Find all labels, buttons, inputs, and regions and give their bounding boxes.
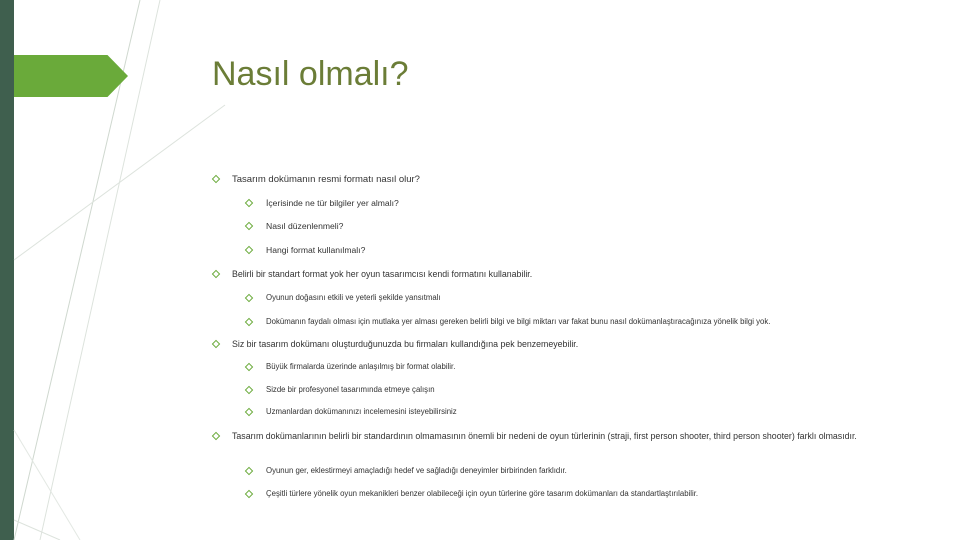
sub-bullet-item [246, 316, 770, 327]
diamond-bullet-icon [212, 432, 220, 440]
sub-bullet-text: Oyunun ger, eklestirmeyi amaçladığı hedef ve sağladığı deneyimler birbirinden farklıdır. [266, 466, 567, 475]
diamond-bullet-icon [245, 318, 253, 326]
sub-bullet-item [246, 406, 457, 417]
sub-bullet-item [246, 292, 441, 303]
bullet-text: Siz bir tasarım dokümanı oluşturduğunuzda bu firmaları kullandığına pek benzemeyebilir. [232, 339, 579, 349]
sub-bullet-item [246, 465, 567, 476]
bullet-item [213, 173, 420, 187]
diamond-bullet-icon [245, 386, 253, 394]
bullet-text: Tasarım dokümanlarının belirli bir standardının olmamasının önemli bir nedeni de oyun türlerinin (straji, first person shooter, third person shooter) farklı olmasıdır. [232, 431, 857, 441]
sub-bullet-text: Oyunun doğasını etkili ve yeterli şekilde yansıtmalı [266, 293, 441, 302]
bullet-text: Belirli bir standart format yok her oyun tasarımcısı kendi formatını kullanabilir. [232, 269, 533, 279]
sub-bullet-item [246, 488, 698, 499]
diamond-bullet-icon [212, 270, 220, 278]
bullet-item [213, 338, 578, 351]
sub-bullet-text: Hangi format kullanılmalı? [266, 245, 366, 255]
diamond-bullet-icon [245, 467, 253, 475]
sub-bullet-text: Çeşitli türlere yönelik oyun mekanikleri benzer olabileceği için oyun türlerine göre tasarım dokümanları da standartlaştırılabilir. [266, 489, 699, 498]
sub-bullet-item [246, 197, 399, 209]
sub-bullet-item [246, 220, 343, 232]
sub-bullet-item [246, 244, 365, 256]
sub-bullet-text: Uzmanlardan dokümanınızı incelemesini isteyebilirsiniz [266, 407, 457, 416]
sub-bullet-text: İçerisinde ne tür bilgiler yer almalı? [266, 198, 399, 208]
diamond-bullet-icon [245, 294, 253, 302]
bullet-item [213, 430, 892, 443]
diamond-bullet-icon [245, 222, 253, 230]
diamond-bullet-icon [245, 199, 253, 207]
sub-bullet-text: Büyük firmalarda üzerinde anlaşılmış bir format olabilir. [266, 362, 456, 371]
bullet-item [213, 268, 532, 281]
diamond-bullet-icon [245, 363, 253, 371]
sub-bullet-text: Dokümanın faydalı olması için mutlaka yer alması gereken belirli bilgi ve bilgi miktarı var fakat bunu nasıl dokümanlaştıracağınıza yönelik bilgi yok. [266, 317, 771, 326]
bullet-text: Tasarım dokümanın resmi formatı nasıl olur? [232, 174, 420, 185]
sub-bullet-text: Sizde bir profesyonel tasarımında etmeye çalışın [266, 385, 435, 394]
diamond-bullet-icon [245, 408, 253, 416]
diamond-bullet-icon [212, 175, 220, 183]
sub-bullet-item [246, 361, 455, 372]
sub-bullet-item [246, 384, 435, 395]
diamond-bullet-icon [245, 246, 253, 254]
diamond-bullet-icon [245, 490, 253, 498]
diamond-bullet-icon [212, 340, 220, 348]
sub-bullet-text: Nasıl düzenlenmeli? [266, 221, 344, 231]
slide-title: Nasıl olmalı? [212, 55, 409, 93]
